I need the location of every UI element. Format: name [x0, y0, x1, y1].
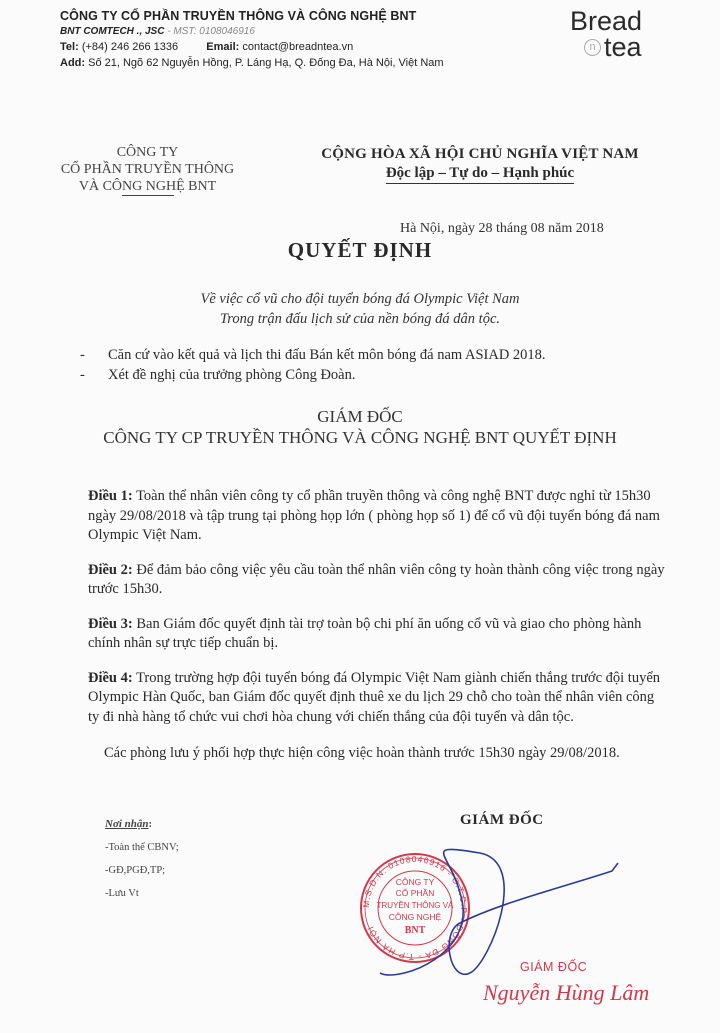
legal-bases: [80, 345, 546, 385]
recipient-item: -Lưu Vt: [105, 888, 139, 899]
org-underline: [122, 195, 174, 196]
article-3: Điều 3: Ban Giám đốc quyết định tài trợ toàn bộ chi phí ăn uống cổ vũ và giao cho phòng hành chính nhân sự trực tiếp chuẩn bị.: [88, 615, 642, 651]
subject-line1: Về việc cổ vũ cho đội tuyển bóng đá Olympic Việt Nam: [200, 291, 520, 307]
tel-value: (+84) 246 266 1336: [81, 41, 179, 53]
address-value: Số 21, Ngõ 62 Nguyễn Hồng, P. Láng Hạ, Q. Đống Đa, Hà Nội, Việt Nam: [88, 57, 444, 69]
national-slogan: Độc lập – Tự do – Hạnh phúc: [386, 165, 574, 184]
national-name: CỘNG HÒA XÃ HỘI CHỦ NGHĨA VIỆT NAM: [321, 146, 639, 162]
document-date: Hà Nội, ngày 28 tháng 08 năm 2018: [400, 221, 604, 236]
article-2: Điều 2: Để đảm bảo công việc yêu cầu toàn thể nhân viên công ty hoàn thành công việc trong ngày trước 15h30.: [88, 561, 665, 597]
email-label: Email:: [206, 41, 240, 53]
decider-heading: [0, 406, 720, 448]
letterhead-tax-code: - MST: 0108046916: [167, 26, 255, 37]
letterhead-sub: [60, 26, 255, 37]
basis-item: - Xét đề nghị của trưởng phòng Công Đoàn.: [80, 367, 356, 383]
svg-text:CỔ PHẦN: CỔ PHẦN: [395, 888, 435, 898]
breadntea-logo: [570, 8, 642, 60]
article-4: Điều 4: Trong trường hợp đội tuyển bóng đá Olympic Việt Nam giành chiến thắng trước đội tuyển Olympic Hàn Quốc, ban Giám đốc quyết định thuê xe du lịch 29 chỗ cho toàn thể nhân viên công ty đi nhà hàng tổ chức vui chơi hòa chung với chiến thắng của đội tuyển và dân tộc.: [88, 669, 661, 725]
letterhead-short-name: BNT COMTECH ., JSC: [60, 26, 165, 37]
svg-text:CÔNG NGHỆ: CÔNG NGHỆ: [388, 912, 442, 922]
org-block: [60, 144, 235, 195]
national-motto: [290, 146, 670, 184]
org-line3: VÀ CÔNG NGHỆ BNT: [78, 179, 217, 194]
svg-text:M.S.D.N: 0108046916 - C.T.C.P: M.S.D.N: 0108046916 - C.T.C.P - ĐỐNG ĐA - T.P HÀ NỘI: [360, 853, 470, 963]
articles: [88, 487, 668, 742]
document-subject: [0, 289, 720, 329]
subject-line2: Trong trận đấu lịch sử của nền bóng đá dân tộc.: [219, 311, 501, 327]
svg-text:BNT: BNT: [404, 925, 426, 936]
signature-role: GIÁM ĐỐC: [520, 960, 588, 974]
letterhead-address: [60, 57, 444, 69]
recipient-item: -Toàn thể CBNV;: [105, 842, 179, 853]
recipients: Nơi nhận: -Toàn thể CBNV; -GĐ,PGĐ,TP; -Lưu Vt: [105, 813, 179, 905]
article-1: Điều 1: Toàn thể nhân viên công ty cổ phần truyền thông và công nghệ BNT được nghỉ từ 15h30 ngày 29/08/2018 và tập trung tại phòng họp lớn ( phòng họp số 1) để cổ vũ đội tuyển bóng đá nam Olympic Việt Nam.: [88, 488, 660, 543]
org-line1: CÔNG TY: [116, 145, 179, 160]
letterhead-company-name: CÔNG TY CỔ PHẦN TRUYỀN THÔNG VÀ CÔNG NGHỆ BNT: [60, 9, 417, 23]
logo-line2: tea: [604, 32, 642, 62]
company-stamp-icon: [360, 833, 640, 983]
signature-title: GIÁM ĐỐC: [460, 812, 544, 828]
logo-line1: Bread: [570, 6, 643, 36]
recipients-heading: Nơi nhận: [105, 818, 149, 830]
tel-label: Tel:: [60, 41, 79, 53]
document-title: QUYẾT ĐỊNH: [287, 238, 433, 262]
address-label: Add:: [60, 57, 86, 69]
org-line2: CỔ PHẦN TRUYỀN THÔNG: [60, 162, 235, 177]
decider-line1: GIÁM ĐỐC: [317, 407, 403, 426]
closing-note: Các phòng lưu ý phối hợp thực hiện công việc hoàn thành trước 15h30 ngày 29/08/2018.: [104, 745, 620, 761]
basis-item: - Căn cứ vào kết quả và lịch thi đấu Bán kết môn bóng đá nam ASIAD 2018.: [80, 347, 546, 363]
signature-name: Nguyễn Hùng Lâm: [483, 980, 650, 1005]
logo-n-icon: n: [584, 39, 601, 56]
decider-line2: CÔNG TY CP TRUYỀN THÔNG VÀ CÔNG NGHỆ BNT QUYẾT ĐỊNH: [103, 428, 617, 447]
email-value: contact@breadntea.vn: [242, 41, 354, 53]
recipient-item: -GĐ,PGĐ,TP;: [105, 865, 166, 876]
letterhead-contact: [60, 41, 353, 53]
svg-text:CÔNG TY: CÔNG TY: [395, 877, 435, 887]
svg-text:TRUYỀN THÔNG VÀ: TRUYỀN THÔNG VÀ: [376, 901, 454, 910]
